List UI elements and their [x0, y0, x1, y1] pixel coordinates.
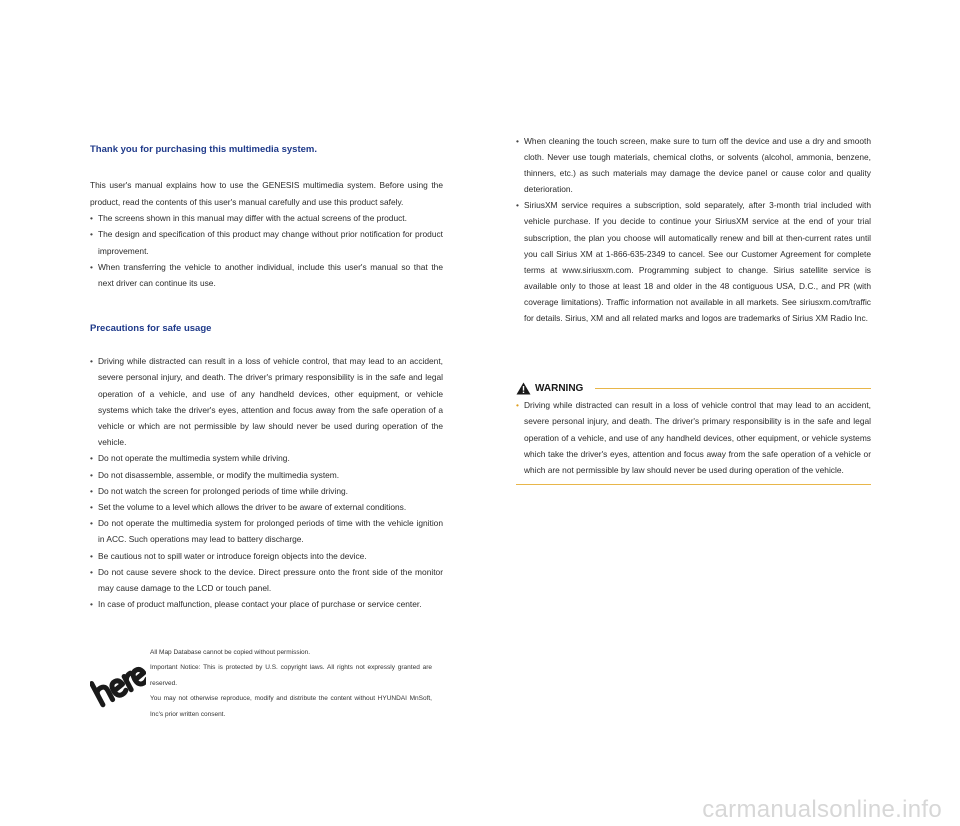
map-notice — [90, 645, 435, 725]
list-item: • Do not operate the multimedia system for prolonged periods of time with the vehicle ignition in ACC. Such operations may lead to battery discharge. — [90, 515, 443, 547]
list-item: • Set the volume to a level which allows the driver to be aware of external conditions. — [90, 499, 443, 515]
list-item: • Driving while distracted can result in a loss of vehicle control that may lead to an accident, severe personal injury, and death. The driver's primary responsibility is in the safe and legal operation of a vehicle, and use of any handheld devices, other equipment, or vehicle systems which take the driver's eyes, attention and focus away from the safe operation of a vehicle or which are not permissible by law should never be used during operation of the vehicle. — [516, 397, 871, 478]
list-item: • Driving while distracted can result in a loss of vehicle control, that may lead to an accident, severe personal injury, and death. The driver's primary responsibility is in the safe and legal operation of a vehicle, and use of any handheld devices, other equipment, or vehicle systems which take the driver's eyes, attention and focus away from the safe operation of a vehicle or which are not permissible by law should never be used during operation of the vehicle. — [90, 353, 443, 450]
warning-triangle-icon — [516, 382, 531, 395]
list-item: • When transferring the vehicle to another individual, include this user's manual so that the next driver can continue its use. — [90, 259, 443, 291]
precautions-bullets — [90, 353, 443, 612]
list-item: • Do not operate the multimedia system while driving. — [90, 450, 443, 466]
right-bullets — [516, 133, 871, 326]
list-item: • Be cautious not to spill water or introduce foreign objects into the device. — [90, 548, 443, 564]
list-item: • The design and specification of this product may change without prior notification for product improvement. — [90, 226, 443, 258]
here-logo — [90, 655, 146, 709]
watermark: carmanualsonline.info — [702, 796, 942, 823]
list-item: • The screens shown in this manual may differ with the actual screens of the product. — [90, 210, 443, 226]
map-notice-line: Important Notice: This is protected by U.S. copyright laws. All rights not expressly granted are reserved. — [150, 664, 432, 687]
warning-box — [516, 381, 871, 485]
list-item: • Do not watch the screen for prolonged periods of time while driving. — [90, 483, 443, 499]
list-item: • When cleaning the touch screen, make sure to turn off the device and use a dry and smooth cloth. Never use tough materials, chemical cloths, or solvents (alcohol, ammonia, benzene, thinners, etc.) as such materials may damage the device panel or cause color and quality deterioration. — [516, 133, 871, 197]
precautions-heading: Precautions for safe usage — [90, 323, 212, 335]
list-item: • In case of product malfunction, please contact your place of purchase or service center. — [90, 596, 443, 612]
warning-bottom-divider — [516, 484, 871, 485]
warning-title: WARNING — [535, 382, 584, 394]
warning-header — [516, 381, 871, 395]
map-notice-text — [150, 645, 432, 722]
map-notice-line: You may not otherwise reproduce, modify and distribute the content without HYUNDAI MnSoft, Inc's prior written consent. — [150, 695, 432, 718]
list-item: • SiriusXM service requires a subscription, sold separately, after 3-month trial included with vehicle purchase. If you decide to continue your SiriusXM service at the end of your trial subscription, the plan you choose will automatically renew and bill at then-current rates until you call Sirius XM at 1-866-635-2349 to cancel. See our Customer Agreement for complete terms at www.siriusxm.com. Programming subject to change. Sirius satellite service is available only to those at least 18 and older in the 48 contiguous USA, D.C., and PR (with coverage limitations). Traffic information not available in all markets. See siriusxm.com/traffic for details. Sirius, XM and all related marks and logos are trademarks of Sirius XM Radio Inc. — [516, 197, 871, 326]
list-item: • Do not cause severe shock to the device. Direct pressure onto the front side of the monitor may cause damage to the LCD or touch panel. — [90, 564, 443, 596]
intro-heading: Thank you for purchasing this multimedia system. — [90, 144, 317, 155]
intro-paragraph: This user's manual explains how to use the GENESIS multimedia system. Before using the product, read the contents of this user's manual carefully and use this product safely. — [90, 180, 443, 207]
right-column — [516, 133, 871, 326]
intro-bullets — [90, 210, 443, 291]
left-column — [90, 143, 443, 612]
list-item: • Do not disassemble, assemble, or modify the multimedia system. — [90, 467, 443, 483]
warning-bullets — [516, 397, 871, 478]
map-notice-line: All Map Database cannot be copied without permission. — [150, 649, 311, 656]
warning-divider — [595, 388, 871, 389]
